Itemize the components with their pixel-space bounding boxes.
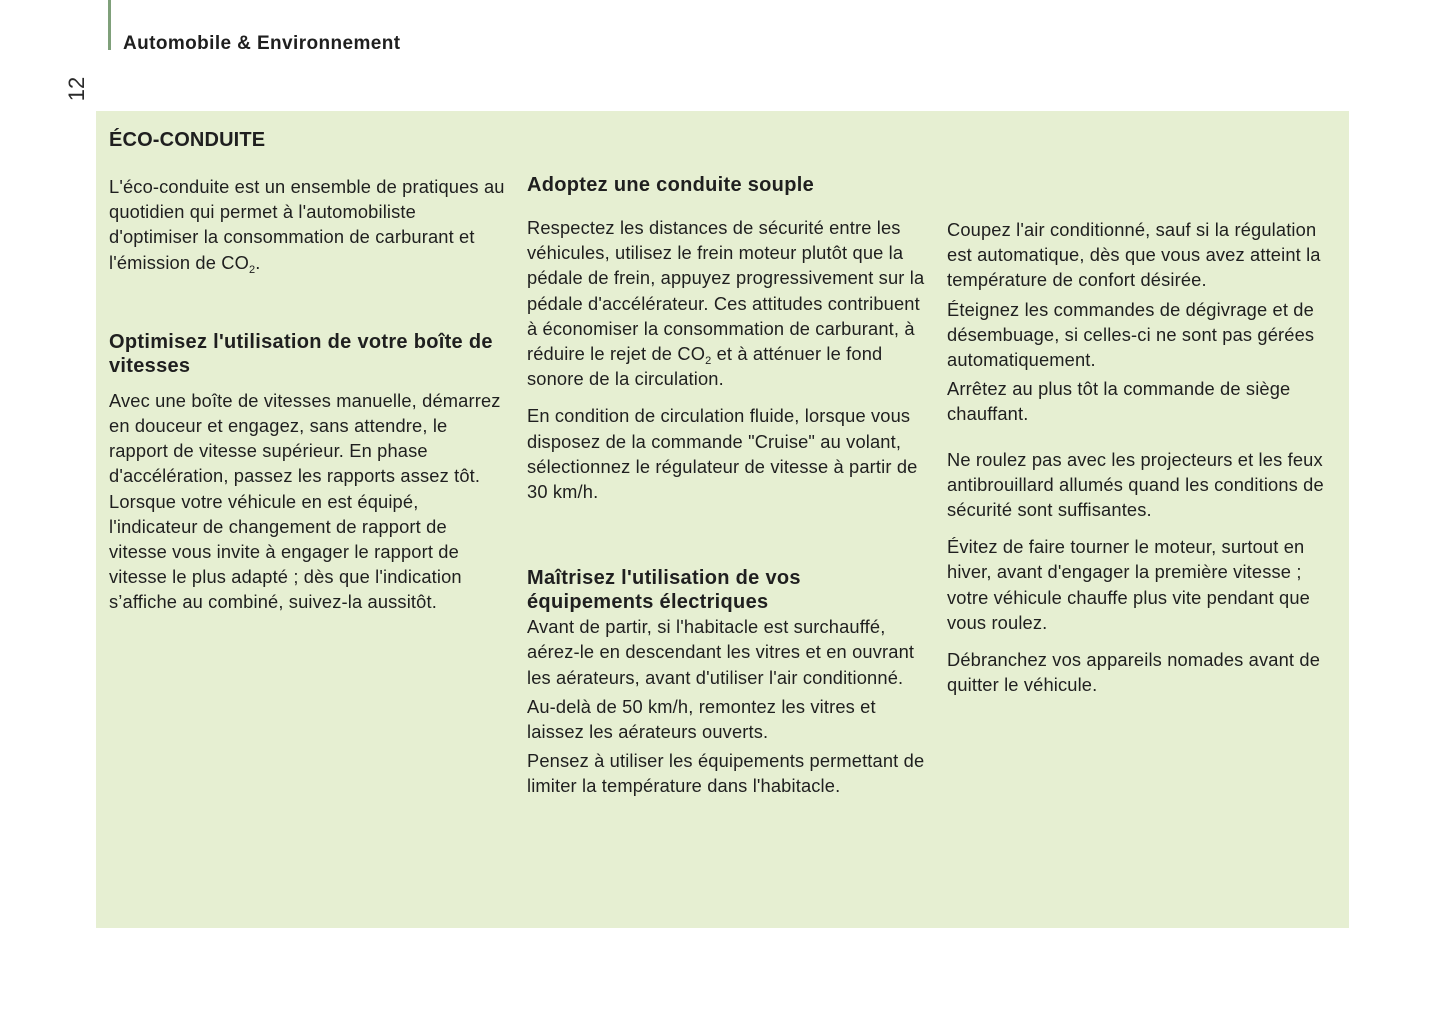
tip-paragraph-2: Éteignez les commandes de dégivrage et de désembuage, si celles-ci ne sont pas gérées automatiquement.	[947, 298, 1315, 371]
page-title: ÉCO-CONDUITE	[109, 129, 266, 151]
page-number: 12	[64, 76, 89, 102]
gearbox-heading: Optimisez l'utilisation de votre boîte de vitesses	[109, 330, 493, 377]
electric-paragraph-1: Avant de partir, si l'habitacle est surchauffé, aérez-le en descendant les vitres et en ouvrant les aérateurs, avant d'utiliser l'air conditionné.	[527, 616, 915, 688]
tip-paragraph-5: Évitez de faire tourner le moteur, surtout en hiver, avant d'engager la première vitesse ; votre véhicule chauffe plus vite pendant que vous roulez.	[947, 536, 1310, 633]
co2-subscript: 2	[705, 355, 712, 368]
co2-subscript: 2	[249, 263, 256, 276]
electric-paragraph-3: Pensez à utiliser les équipements permettant de limiter la température dans l'habitacle.	[527, 750, 925, 797]
gearbox-paragraph: Avec une boîte de vitesses manuelle, démarrez en douceur et engagez, sans attendre, le rapport de vitesse supérieur. En phase d'accélération, passez les rapports assez tôt. Lorsque votre véhicule en est équipé, l'indicateur de changement de rapport de vitesse vous invite à engager le rapport de vitesse le plus adapté ; dès que l'indication s’affiche au combiné, suivez-la aussitôt.	[109, 389, 501, 613]
electric-equipment-heading: Maîtrisez l'utilisation de vos équipements électriques	[527, 567, 801, 614]
tip-paragraph-1: Coupez l'air conditionné, sauf si la régulation est automatique, dès que vous avez atteint la température de confort désirée.	[947, 219, 1321, 291]
tip-paragraph-3: Arrêtez au plus tôt la commande de siège chauffant.	[947, 378, 1291, 425]
smooth-driving-paragraph-1: Respectez les distances de sécurité entre les véhicules, utilisez le frein moteur plutôt que la pédale de frein, appuyez progressivement sur la pédale d'accélérateur. Ces attitudes contribuent à économiser la consommation de carburant, à réduire le rejet de $CO_2$ et à atténuer le fond sonore de la circulation.	[527, 217, 925, 390]
column-2	[527, 173, 927, 799]
electric-paragraph-2: Au-delà de 50 km/h, remontez les vitres et laissez les aérateurs ouverts.	[527, 695, 876, 743]
section-label: Automobile & Environnement	[123, 33, 401, 54]
header-rule	[108, 0, 111, 50]
tip-paragraph-6: Débranchez vos appareils nomades avant de quitter le véhicule.	[947, 649, 1321, 696]
smooth-driving-heading: Adoptez une conduite souple	[527, 174, 814, 196]
smooth-driving-paragraph-2: En condition de circulation fluide, lorsque vous disposez de la commande "Cruise" au volant, sélectionnez le régulateur de vitesse à partir de 30 km/h.	[527, 405, 918, 503]
intro-paragraph: L'éco-conduite est un ensemble de pratiques au quotidien qui permet à l'automobiliste d'optimiser la consommation de carburant et l'émission de $CO_2$.	[109, 176, 505, 276]
column-3	[947, 217, 1337, 697]
column-1	[109, 126, 509, 615]
tip-paragraph-4: Ne roulez pas avec les projecteurs et les feux antibrouillard allumés quand les conditions de sécurité sont suffisantes.	[947, 448, 1324, 521]
